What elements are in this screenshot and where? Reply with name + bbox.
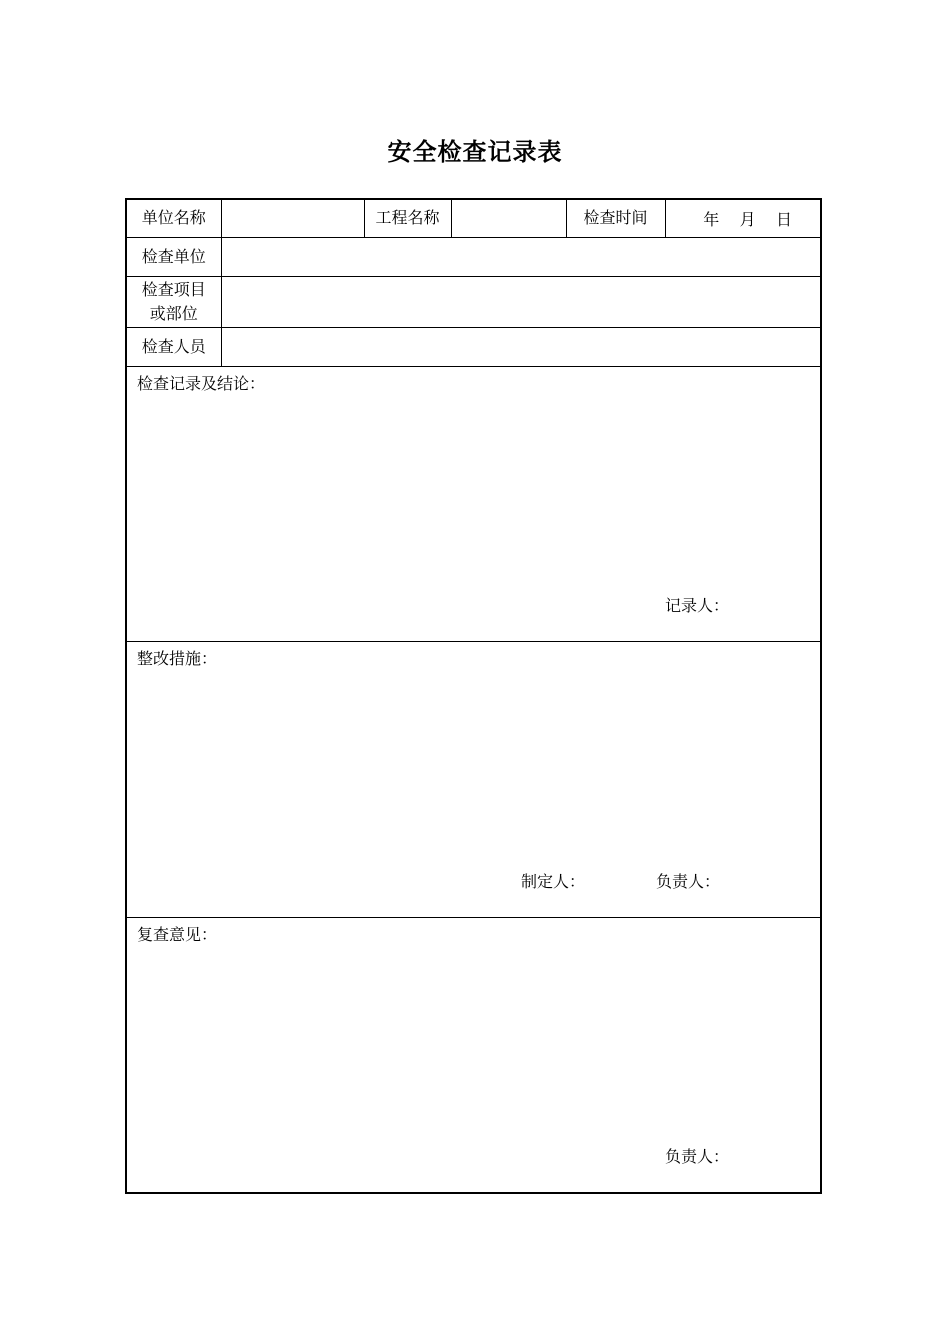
inspectors-field[interactable] <box>221 327 821 366</box>
maker-label: 制定人： <box>521 872 586 892</box>
inspection-item-label <box>126 276 221 327</box>
inspection-item-label-line2: 或部位 <box>149 303 198 323</box>
header-row <box>126 199 821 237</box>
record-section-label: 检查记录及结论： <box>137 373 266 393</box>
inspecting-unit-label: 检查单位 <box>126 237 221 276</box>
review-section-row <box>126 917 821 1193</box>
review-section[interactable] <box>126 917 821 1193</box>
inspecting-unit-row <box>126 237 821 276</box>
inspection-date-field[interactable]: 年 月 日 <box>665 199 821 237</box>
inspection-item-field[interactable] <box>221 276 821 327</box>
inspection-time-label: 检查时间 <box>566 199 665 237</box>
inspectors-label: 检查人员 <box>126 327 221 366</box>
inspectors-row <box>126 327 821 366</box>
page-title: 安全检查记录表 <box>387 137 563 166</box>
unit-name-field[interactable] <box>221 199 364 237</box>
review-responsible-label: 负责人： <box>665 1146 730 1166</box>
rectification-section-row <box>126 642 821 918</box>
rectification-responsible-label: 负责人： <box>656 872 721 892</box>
inspection-form-table <box>125 198 822 1194</box>
unit-name-label: 单位名称 <box>126 199 221 237</box>
project-name-label: 工程名称 <box>364 199 451 237</box>
record-section-row <box>126 366 821 642</box>
record-section[interactable] <box>126 366 821 642</box>
recorder-label: 记录人： <box>665 595 730 615</box>
rectification-section[interactable] <box>126 642 821 918</box>
rectification-section-label: 整改措施： <box>137 649 218 669</box>
inspection-item-row <box>126 276 821 327</box>
project-name-field[interactable] <box>451 199 566 237</box>
review-section-label: 复查意见： <box>137 924 218 944</box>
inspection-item-label-line1: 检查项目 <box>141 279 206 299</box>
inspecting-unit-field[interactable] <box>221 237 821 276</box>
